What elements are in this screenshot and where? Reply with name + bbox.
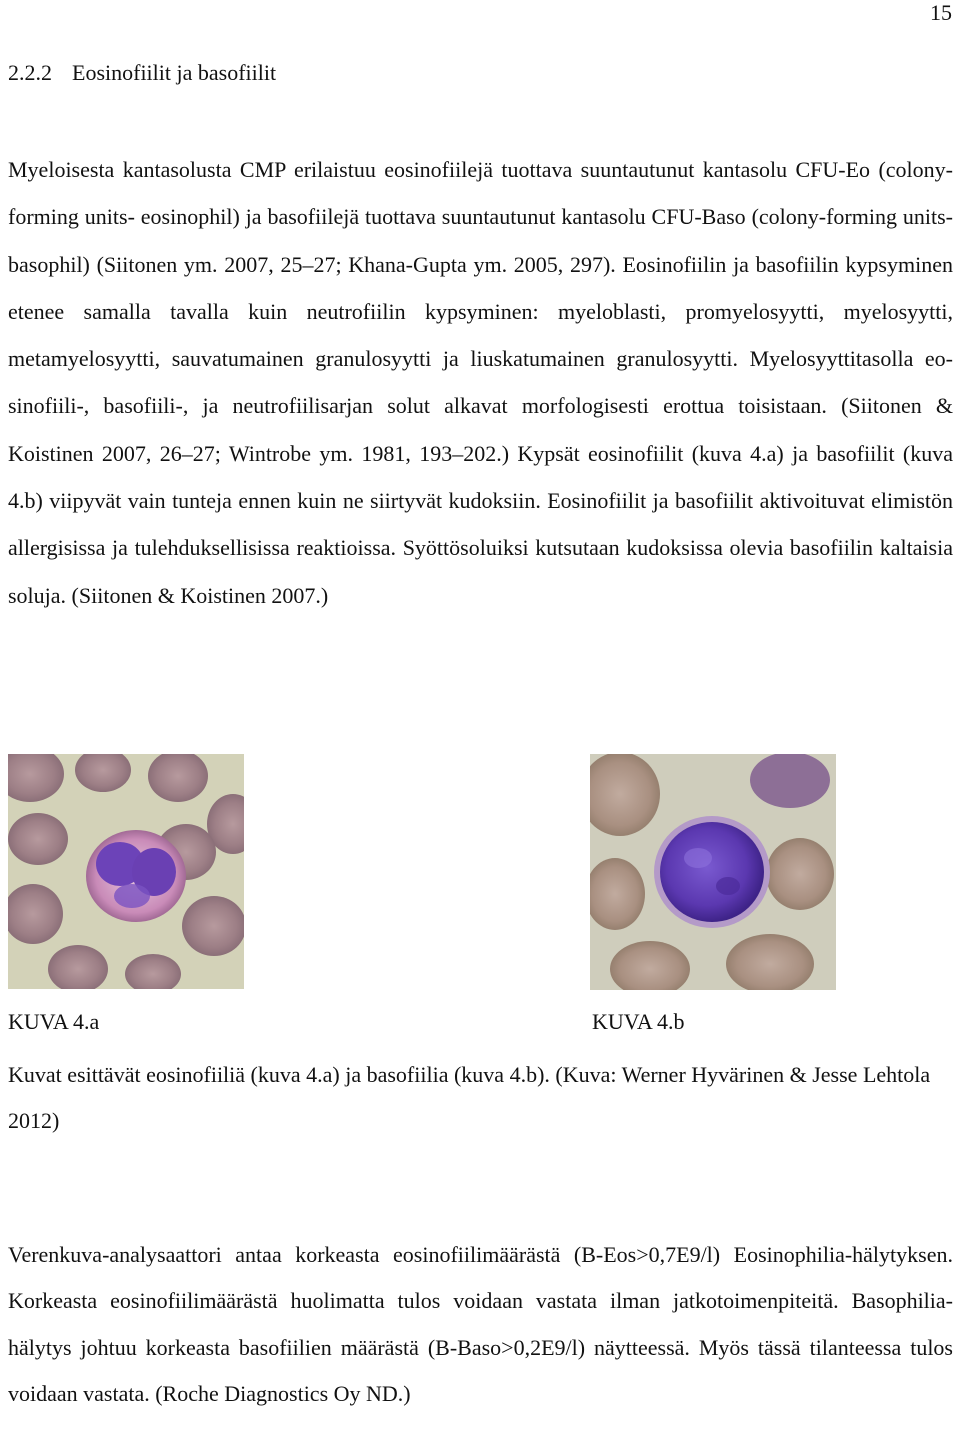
page-number: 15 bbox=[930, 0, 952, 25]
figure-caption: Kuvat esittävät eosinofiiliä (kuva 4.a) ja basofiilia (kuva 4.b). (Kuva: Werner Hyvärinen & Jesse Lehtola 2012) bbox=[8, 1062, 931, 1133]
section-title: Eosinofiilit ja basofiilit bbox=[72, 60, 277, 85]
eosinophil-micrograph bbox=[8, 754, 244, 989]
body-paragraph-2: Verenkuva-analysaattori antaa korkeasta eosinofiilimäärästä (B-Eos>0,7E9/l) Eosinophilia-hälytyksen. Korkeasta eosinofiilimäärästä huolimatta tulos voidaan vastata ilman jatkotoimenpiteitä. Basophilia-hälytys johtuu korkeasta basofiilien määrästä (B-Baso>0,2E9/l) näytteessä. Myös tässä tilanteessa tulos voidaan vastata. (Roche Diagnostics Oy ND.) bbox=[8, 1242, 953, 1407]
figure-b-label: KUVA 4.b bbox=[592, 1009, 685, 1034]
basophil-micrograph bbox=[590, 754, 836, 990]
section-heading bbox=[8, 58, 276, 88]
figure-a-label: KUVA 4.a bbox=[8, 1009, 100, 1034]
body-paragraph-1: Myeloisesta kantasolusta CMP erilaistuu eosinofiilejä tuottava suuntautunut kantasolu CFU-Eo (colony-forming units- eosinophil) ja basofiilejä tuottava suuntautunut kantasolu CFU-Baso (colony-forming units- basophil) (Siitonen ym. 2007, 25–27; Khana-Gupta ym. 2005, 297). Eosinofiilin ja basofiilin kypsyminen etenee samalla tavalla kuin neutrofiilin kypsyminen: myeloblasti, promyelosyytti, myelosyytti, metamyelosyytti, sauvatumainen granulosyytti ja liuskatumainen granulosyytti. Myelosyyttitasolla eosinofiili-, basofiili-, ja neutrofiilisarjan solut alkavat morfologisesti erottua toisistaan. (Siitonen & Koistinen 2007, 26–27; Wintrobe ym. 1981, 193–202.) Kypsät eosinofiilit (kuva 4.a) ja basofiilit (kuva 4.b) viipyvät vain tunteja ennen kuin ne siirtyvät kudoksiin. Eosinofiilit ja basofiilit aktivoituvat elimistön allergisissa ja tulehduksellisissa reaktioissa. Syöttösoluiksi kutsutaan kudoksissa olevia basofiilin kaltaisia soluja. (Siitonen & Koistinen 2007.) bbox=[8, 157, 953, 608]
section-number: 2.2.2 bbox=[8, 60, 52, 85]
